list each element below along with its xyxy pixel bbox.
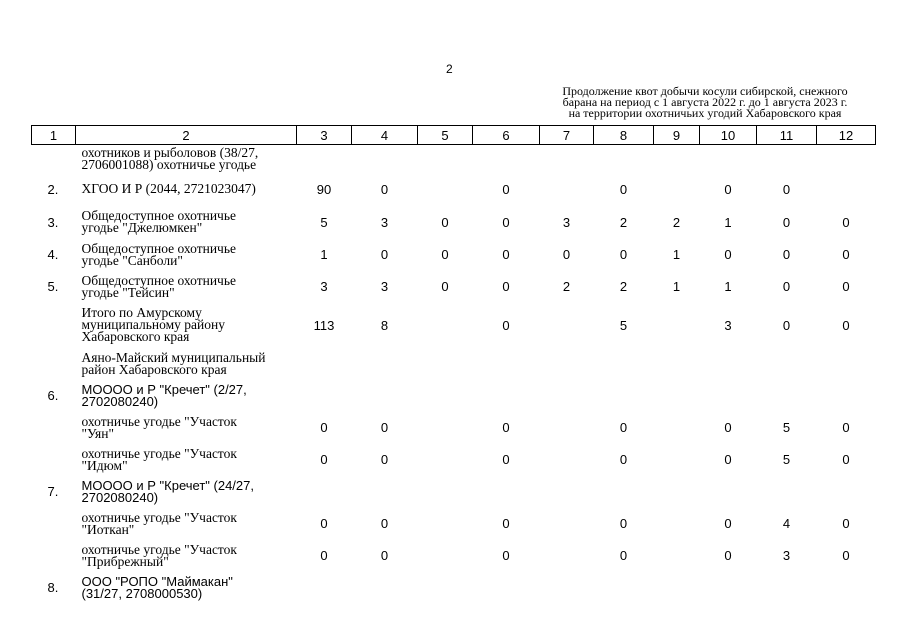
quota-cell <box>700 476 757 508</box>
quota-cell: 0 <box>562 247 571 262</box>
row-name-line: угодье "Тейсин" <box>81 284 175 300</box>
column-header: 5 <box>418 126 473 145</box>
row-name-line: 2702080240) <box>81 393 159 409</box>
quota-cell: 0 <box>724 181 732 197</box>
row-name <box>76 303 297 348</box>
quota-cell: 5 <box>782 452 791 467</box>
caption-line: барана на период с 1 августа 2022 г. до 1 августа 2023 г. <box>562 95 848 109</box>
quota-cell <box>654 444 700 476</box>
quota-cell: 0 <box>441 279 449 294</box>
quota-cell: 0 <box>502 452 510 467</box>
quota-cell <box>594 572 654 604</box>
quota-cell: 5 <box>619 317 628 333</box>
quota-cell <box>352 145 418 173</box>
quota-cell: 0 <box>380 452 389 467</box>
quota-cell <box>473 476 540 508</box>
caption-line: Продолжение квот добычи косули сибирской, снежного <box>562 84 848 98</box>
row-name-line: Аяно-Майский муниципальный <box>81 349 266 365</box>
row-name <box>76 348 297 380</box>
table-row <box>32 271 876 303</box>
quota-cell <box>654 476 700 508</box>
quota-cell: 0 <box>619 247 628 262</box>
quota-cell: 113 <box>313 317 335 333</box>
quota-cell <box>297 476 352 508</box>
quota-cell: 0 <box>502 181 510 197</box>
quota-cell <box>473 145 540 173</box>
table-row <box>32 540 876 572</box>
quota-table <box>31 125 876 604</box>
quota-cell <box>473 572 540 604</box>
row-number: 5. <box>47 279 59 294</box>
quota-cell: 0 <box>842 279 850 294</box>
row-name-line: муниципальному району <box>81 317 225 332</box>
quota-cell <box>700 380 757 412</box>
quota-cell: 0 <box>724 548 732 563</box>
row-name <box>76 476 297 508</box>
quota-cell <box>757 572 817 604</box>
table-row <box>32 412 876 444</box>
column-header: 11 <box>757 126 817 145</box>
quota-cell: 0 <box>320 420 328 435</box>
quota-cell <box>473 380 540 412</box>
quota-cell <box>352 348 418 380</box>
quota-cell <box>594 145 654 173</box>
quota-cell <box>654 173 700 206</box>
column-header: 2 <box>76 126 297 145</box>
column-header: 8 <box>594 126 654 145</box>
row-name-line: охотничье угодье "Участок <box>81 509 237 525</box>
quota-cell <box>297 572 352 604</box>
quota-cell <box>757 145 817 173</box>
quota-cell <box>817 173 876 206</box>
quota-cell <box>654 380 700 412</box>
quota-cell: 0 <box>842 317 850 333</box>
quota-cell <box>418 145 473 173</box>
quota-cell <box>418 572 473 604</box>
row-name-line: ХГОО И Р (2044, 2721023047) <box>81 181 256 196</box>
quota-cell <box>817 348 876 380</box>
quota-cell: 0 <box>842 548 850 563</box>
quota-cell: 0 <box>782 214 791 230</box>
quota-cell <box>418 508 473 540</box>
quota-cell <box>654 303 700 348</box>
row-number <box>32 145 76 173</box>
column-header: 6 <box>473 126 540 145</box>
quota-cell: 0 <box>619 181 628 197</box>
column-header: 3 <box>297 126 352 145</box>
row-name-line: Итого по Амурскому <box>81 305 202 320</box>
quota-cell: 3 <box>724 317 732 333</box>
quota-cell: 0 <box>380 247 389 262</box>
row-name <box>76 173 297 206</box>
row-number <box>32 348 76 380</box>
column-header: 12 <box>817 126 876 145</box>
row-name-line: МОООО и Р "Кречет" (2/27, <box>81 381 247 397</box>
column-header: 7 <box>540 126 594 145</box>
row-name-line: "Уян" <box>81 425 114 441</box>
quota-cell <box>654 572 700 604</box>
quota-cell: 0 <box>842 214 850 230</box>
quota-cell: 3 <box>380 279 389 294</box>
caption-line: на территории охотничьих угодий Хабаровского края <box>568 106 842 120</box>
quota-cell: 0 <box>320 516 328 531</box>
row-name-line: охотничье угодье "Участок <box>81 445 237 461</box>
row-name <box>76 444 297 476</box>
row-number <box>32 412 76 444</box>
row-name-line: (31/27, 2708000530) <box>81 585 203 601</box>
quota-cell: 0 <box>619 516 628 531</box>
quota-cell: 0 <box>724 516 732 531</box>
quota-cell: 0 <box>619 452 628 467</box>
row-number: 4. <box>47 247 59 262</box>
quota-cell <box>418 540 473 572</box>
quota-cell <box>700 145 757 173</box>
quota-cell: 0 <box>380 181 389 197</box>
quota-cell: 0 <box>502 247 510 262</box>
quota-cell: 2 <box>672 214 681 230</box>
quota-cell <box>594 380 654 412</box>
quota-cell: 3 <box>320 279 328 294</box>
quota-cell <box>418 380 473 412</box>
table-header <box>32 126 876 145</box>
quota-cell: 0 <box>380 420 389 435</box>
quota-cell: 0 <box>782 279 791 294</box>
row-name <box>76 271 297 303</box>
quota-cell <box>700 348 757 380</box>
quota-cell: 0 <box>724 420 732 435</box>
quota-cell <box>418 303 473 348</box>
quota-cell <box>817 572 876 604</box>
quota-cell <box>297 380 352 412</box>
quota-cell <box>817 380 876 412</box>
quota-cell: 0 <box>619 548 628 563</box>
quota-cell <box>700 572 757 604</box>
quota-cell <box>540 380 594 412</box>
quota-cell <box>418 444 473 476</box>
quota-cell <box>540 303 594 348</box>
table-caption <box>520 86 890 119</box>
row-name <box>76 412 297 444</box>
quota-cell <box>757 476 817 508</box>
quota-cell <box>757 380 817 412</box>
quota-cell: 0 <box>782 247 791 262</box>
row-name <box>76 508 297 540</box>
table-row <box>32 303 876 348</box>
quota-cell: 2 <box>619 214 628 230</box>
quota-cell: 1 <box>724 279 732 294</box>
quota-cell <box>654 508 700 540</box>
row-name-line: охотников и рыболовов (38/27, <box>81 144 259 160</box>
quota-cell <box>418 348 473 380</box>
column-header: 10 <box>700 126 757 145</box>
row-name <box>76 145 297 173</box>
quota-cell <box>540 348 594 380</box>
quota-cell <box>418 476 473 508</box>
quota-cell <box>352 572 418 604</box>
quota-cell: 0 <box>502 420 510 435</box>
quota-cell: 0 <box>782 317 791 333</box>
quota-cell: 0 <box>380 516 389 531</box>
quota-cell <box>297 145 352 173</box>
quota-cell <box>473 348 540 380</box>
row-number <box>32 508 76 540</box>
quota-cell <box>654 145 700 173</box>
quota-cell: 3 <box>782 548 791 563</box>
row-name-line: "Иоткан" <box>81 521 135 537</box>
row-name-line: Общедоступное охотничье <box>81 240 236 256</box>
table-body <box>32 145 876 604</box>
column-header: 4 <box>352 126 418 145</box>
quota-cell: 3 <box>562 214 571 230</box>
row-name-line: 2706001088) охотничье угодье <box>81 156 257 172</box>
table-row <box>32 239 876 271</box>
table-row <box>32 572 876 604</box>
table-row <box>32 173 876 206</box>
page-number: 2 <box>446 62 453 76</box>
quota-cell <box>654 348 700 380</box>
row-number: 7. <box>47 484 59 499</box>
table-row <box>32 476 876 508</box>
table-row <box>32 508 876 540</box>
row-number <box>32 540 76 572</box>
quota-cell: 4 <box>782 516 791 531</box>
row-name-line: угодье "Санболи" <box>81 252 183 268</box>
quota-cell: 0 <box>502 317 510 333</box>
quota-cell: 0 <box>441 247 449 262</box>
row-name-line: район Хабаровского края <box>81 361 227 377</box>
quota-cell <box>757 348 817 380</box>
quota-cell: 0 <box>842 452 850 467</box>
quota-cell <box>352 476 418 508</box>
quota-cell: 0 <box>502 279 510 294</box>
row-name-line: охотничье угодье "Участок <box>81 541 237 557</box>
quota-cell: 0 <box>619 420 628 435</box>
table-row <box>32 348 876 380</box>
quota-cell: 0 <box>502 516 510 531</box>
quota-cell <box>817 145 876 173</box>
quota-cell <box>540 145 594 173</box>
row-name-line: 2702080240) <box>81 489 159 505</box>
quota-cell <box>540 508 594 540</box>
quota-cell: 0 <box>724 452 732 467</box>
quota-cell: 0 <box>842 247 850 262</box>
quota-cell: 8 <box>380 317 389 333</box>
table-row <box>32 380 876 412</box>
quota-cell <box>594 476 654 508</box>
quota-cell: 5 <box>320 214 328 230</box>
quota-cell: 1 <box>672 279 681 294</box>
quota-cell: 0 <box>502 214 510 230</box>
column-number-row <box>32 126 876 145</box>
quota-cell: 0 <box>320 452 328 467</box>
quota-cell <box>540 444 594 476</box>
quota-cell: 0 <box>320 548 328 563</box>
row-name-line: Общедоступное охотничье <box>81 272 236 288</box>
row-number: 6. <box>47 388 59 403</box>
quota-cell: 1 <box>320 247 328 262</box>
quota-cell: 3 <box>380 214 389 230</box>
quota-cell <box>540 412 594 444</box>
row-name <box>76 206 297 239</box>
row-name <box>76 572 297 604</box>
quota-cell <box>540 173 594 206</box>
row-name-line: ООО "РОПО "Маймакан" <box>81 573 233 589</box>
quota-cell: 0 <box>782 181 791 197</box>
column-header: 9 <box>654 126 700 145</box>
quota-cell <box>540 572 594 604</box>
row-number: 8. <box>47 580 59 595</box>
row-name <box>76 380 297 412</box>
quota-cell <box>297 348 352 380</box>
quota-cell: 1 <box>724 214 732 230</box>
row-name-line: Общедоступное охотничье <box>81 208 236 223</box>
row-name-line: Хабаровского края <box>81 329 190 344</box>
row-name <box>76 540 297 572</box>
row-name-line: угодье "Джелюмкен" <box>81 220 203 235</box>
row-name-line: "Прибрежный" <box>81 553 169 569</box>
row-name <box>76 239 297 271</box>
quota-cell <box>540 540 594 572</box>
table-row <box>32 145 876 173</box>
row-name-line: охотничье угодье "Участок <box>81 413 237 429</box>
row-name-line: "Идюм" <box>81 457 128 473</box>
quota-cell: 0 <box>441 214 449 230</box>
quota-cell: 2 <box>619 279 628 294</box>
quota-cell: 90 <box>316 181 332 197</box>
quota-cell: 0 <box>380 548 389 563</box>
quota-cell <box>817 476 876 508</box>
quota-cell: 2 <box>562 279 571 294</box>
table-row <box>32 444 876 476</box>
quota-cell <box>540 476 594 508</box>
quota-cell <box>418 412 473 444</box>
quota-cell <box>352 380 418 412</box>
quota-cell: 5 <box>782 420 791 435</box>
row-number: 3. <box>47 214 59 230</box>
quota-cell <box>654 412 700 444</box>
table-row <box>32 206 876 239</box>
quota-cell: 0 <box>502 548 510 563</box>
row-number <box>32 303 76 348</box>
row-number <box>32 444 76 476</box>
row-name-line: МОООО и Р "Кречет" (24/27, <box>81 477 254 493</box>
quota-cell <box>418 173 473 206</box>
quota-cell: 1 <box>672 247 681 262</box>
quota-cell <box>594 348 654 380</box>
quota-cell: 0 <box>724 247 732 262</box>
quota-cell <box>654 540 700 572</box>
row-number: 2. <box>47 181 59 197</box>
quota-cell: 0 <box>842 516 850 531</box>
quota-cell: 0 <box>842 420 850 435</box>
column-header: 1 <box>32 126 76 145</box>
